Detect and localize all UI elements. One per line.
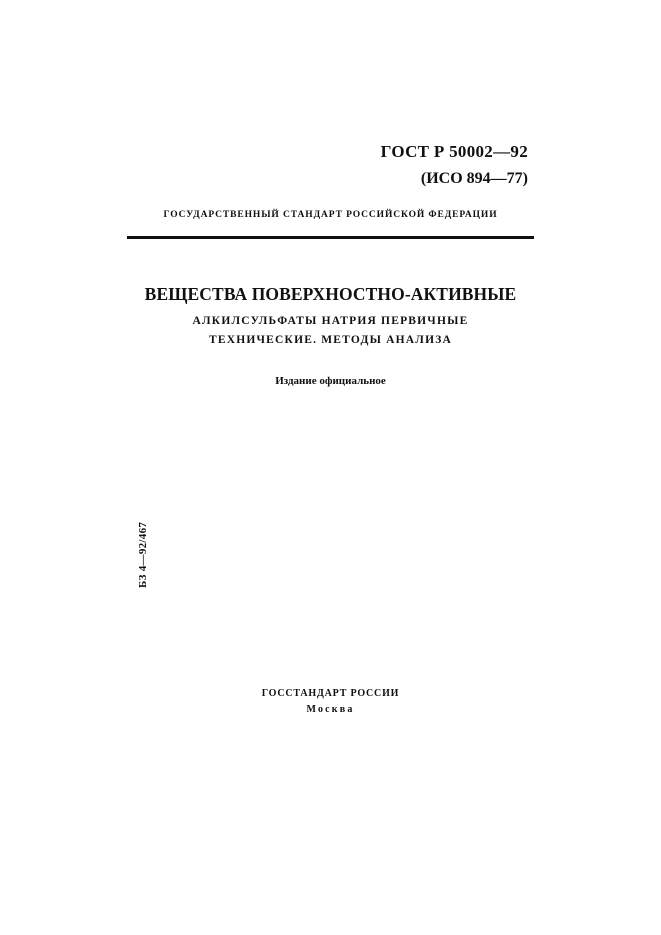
state-standard-heading: ГОСУДАРСТВЕННЫЙ СТАНДАРТ РОССИЙСКОЙ ФЕДЕРАЦИИ [163, 210, 498, 220]
header-divider [127, 236, 534, 239]
gost-code: ГОСТ Р 50002—92 [380, 142, 528, 161]
document-subtitle-line-2: ТЕХНИЧЕСКИЕ. МЕТОДЫ АНАЛИЗА [209, 334, 452, 346]
iso-code: (ИСО 894—77) [420, 170, 528, 187]
side-catalog-code: БЗ 4—92/467 [137, 521, 149, 588]
publisher-name: ГОССТАНДАРТ РОССИИ [261, 688, 400, 699]
edition-note: Издание официальное [275, 375, 386, 387]
publisher-city: Москва [306, 704, 355, 715]
document-title: ВЕЩЕСТВА ПОВЕРХНОСТНО-АКТИВНЫЕ [144, 284, 517, 304]
document-subtitle-line-1: АЛКИЛСУЛЬФАТЫ НАТРИЯ ПЕРВИЧНЫЕ [192, 315, 469, 327]
